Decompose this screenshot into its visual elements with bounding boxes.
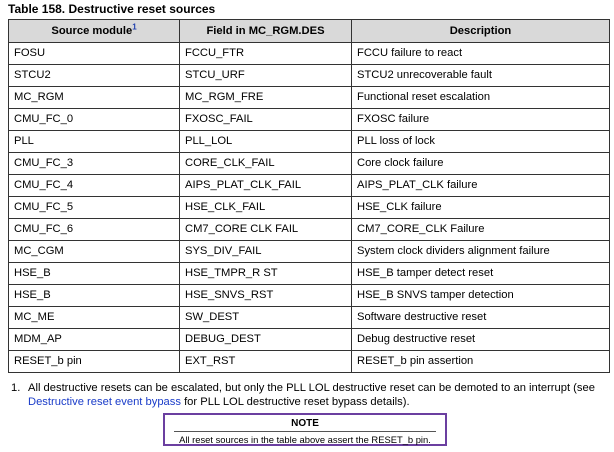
destructive-reset-event-bypass-link[interactable]: Destructive reset event bypass xyxy=(28,396,181,408)
note-text: All reset sources in the table above assert the RESET_b pin. xyxy=(179,434,431,445)
header-source-module xyxy=(9,20,180,43)
footnote-text-before: All destructive resets can be escalated, but only the PLL LOL destructive reset can be demoted to an interrupt (see xyxy=(28,382,595,394)
cell-field: STCU_URF xyxy=(180,65,352,87)
header-source-module-label: Source module xyxy=(51,25,133,37)
table-row xyxy=(9,219,610,241)
table-row xyxy=(9,109,610,131)
cell-source-module: HSE_B xyxy=(9,263,180,285)
table-row xyxy=(9,241,610,263)
cell-field: HSE_CLK_FAIL xyxy=(180,197,352,219)
table-row xyxy=(9,263,610,285)
cell-source-module: MC_ME xyxy=(9,307,180,329)
cell-description: Functional reset escalation xyxy=(352,87,610,109)
cell-source-module: STCU2 xyxy=(9,65,180,87)
cell-source-module: MC_RGM xyxy=(9,87,180,109)
cell-field: PLL_LOL xyxy=(180,131,352,153)
cell-field: SW_DEST xyxy=(180,307,352,329)
cell-field: CM7_CORE CLK FAIL xyxy=(180,219,352,241)
table-row xyxy=(9,131,610,153)
destructive-reset-sources-table xyxy=(8,19,610,373)
cell-source-module: RESET_b pin xyxy=(9,351,180,373)
cell-description: FCCU failure to react xyxy=(352,43,610,65)
cell-source-module: PLL xyxy=(9,131,180,153)
cell-source-module: CMU_FC_6 xyxy=(9,219,180,241)
cell-field: AIPS_PLAT_CLK_FAIL xyxy=(180,175,352,197)
cell-description: Core clock failure xyxy=(352,153,610,175)
cell-description: HSE_CLK failure xyxy=(352,197,610,219)
cell-description: Debug destructive reset xyxy=(352,329,610,351)
table-row xyxy=(9,307,610,329)
table-caption: Table 158. Destructive reset sources xyxy=(8,2,216,16)
cell-source-module: MDM_AP xyxy=(9,329,180,351)
cell-source-module: MC_CGM xyxy=(9,241,180,263)
table-row xyxy=(9,197,610,219)
cell-field: CORE_CLK_FAIL xyxy=(180,153,352,175)
cell-description: CM7_CORE_CLK Failure xyxy=(352,219,610,241)
cell-description: PLL loss of lock xyxy=(352,131,610,153)
cell-field: MC_RGM_FRE xyxy=(180,87,352,109)
cell-field: FCCU_FTR xyxy=(180,43,352,65)
cell-field: EXT_RST xyxy=(180,351,352,373)
table-row xyxy=(9,351,610,373)
cell-source-module: CMU_FC_0 xyxy=(9,109,180,131)
cell-field: HSE_SNVS_RST xyxy=(180,285,352,307)
cell-field: SYS_DIV_FAIL xyxy=(180,241,352,263)
table-body xyxy=(9,43,610,373)
cell-field: HSE_TMPR_R ST xyxy=(180,263,352,285)
cell-source-module: CMU_FC_5 xyxy=(9,197,180,219)
footnote xyxy=(8,381,608,409)
cell-description: RESET_b pin assertion xyxy=(352,351,610,373)
footnote-marker[interactable]: 1 xyxy=(132,22,137,32)
cell-source-module: CMU_FC_3 xyxy=(9,153,180,175)
table-row xyxy=(9,87,610,109)
header-field: Field in MC_RGM.DES xyxy=(180,20,352,43)
table-row xyxy=(9,175,610,197)
table-row xyxy=(9,65,610,87)
footnote-text-after: for PLL LOL destructive reset bypass details). xyxy=(180,396,410,408)
cell-description: STCU2 unrecoverable fault xyxy=(352,65,610,87)
footnote-text xyxy=(28,381,608,409)
cell-description: System clock dividers alignment failure xyxy=(352,241,610,263)
cell-source-module: HSE_B xyxy=(9,285,180,307)
cell-source-module: CMU_FC_4 xyxy=(9,175,180,197)
footnote-number: 1. xyxy=(11,382,21,394)
cell-description: HSE_B SNVS tamper detection xyxy=(352,285,610,307)
cell-description: HSE_B tamper detect reset xyxy=(352,263,610,285)
table-row xyxy=(9,43,610,65)
note-divider xyxy=(174,431,436,432)
table-header-row xyxy=(9,20,610,43)
cell-field: FXOSC_FAIL xyxy=(180,109,352,131)
cell-source-module: FOSU xyxy=(9,43,180,65)
table-row xyxy=(9,329,610,351)
table-row xyxy=(9,285,610,307)
cell-description: Software destructive reset xyxy=(352,307,610,329)
table-row xyxy=(9,153,610,175)
cell-description: AIPS_PLAT_CLK failure xyxy=(352,175,610,197)
cell-description: FXOSC failure xyxy=(352,109,610,131)
header-description: Description xyxy=(352,20,610,43)
note-box xyxy=(163,413,447,446)
note-title: NOTE xyxy=(291,418,319,429)
cell-field: DEBUG_DEST xyxy=(180,329,352,351)
